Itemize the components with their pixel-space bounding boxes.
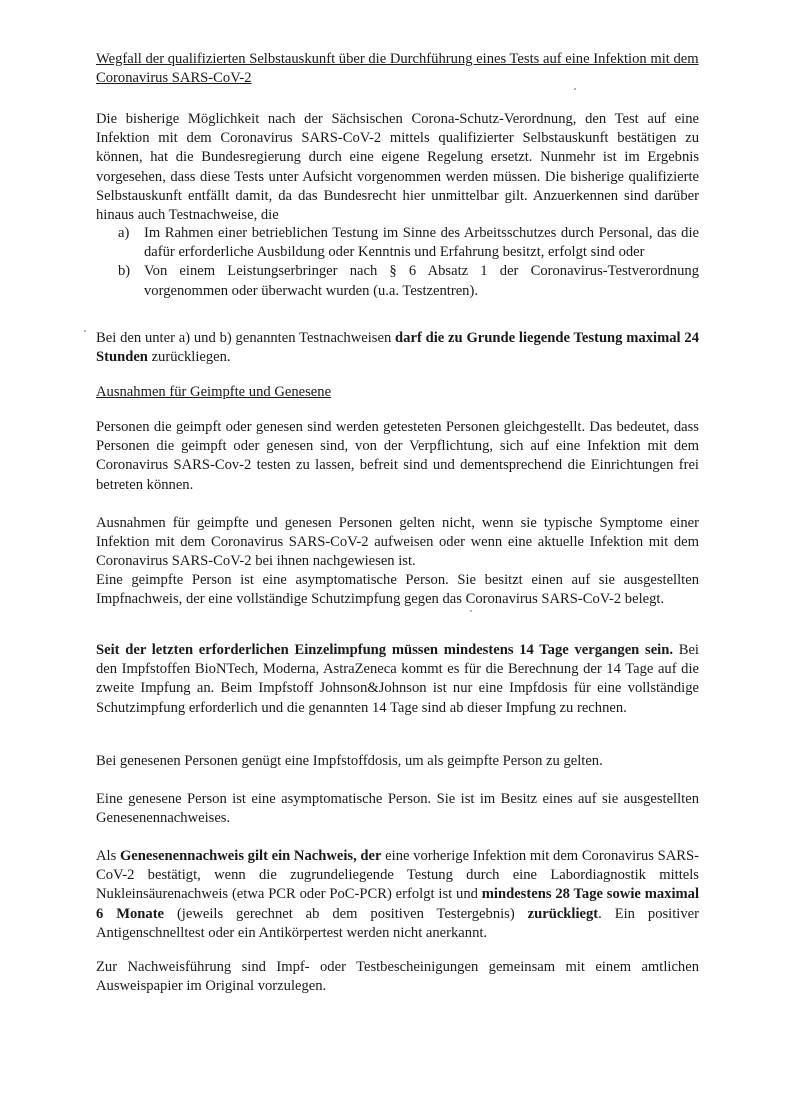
bold-run: zurückliegt bbox=[527, 905, 599, 922]
paragraph-nachweisfuehrung: Zur Nachweisführung sind Impf- oder Testbescheinigungen gemeinsam mit einem amtlichen Ausweispapier im Original vorzulegen. bbox=[96, 959, 699, 995]
paragraph-symptome: Ausnahmen für geimpfte und genesen Personen gelten nicht, wenn sie typische Symptome einer Infektion mit dem Coronavirus SARS-CoV-2 aufweisen oder wenn eine aktuelle Infektion mit dem Coronavirus SARS-CoV-2 bei ihnen nachgewiesen ist. bbox=[96, 515, 699, 570]
heading-ausnahmen: Ausnahmen für Geimpfte und Genesene bbox=[96, 384, 332, 400]
paragraph-24-stunden bbox=[96, 329, 699, 367]
text-run: Bei den unter a) und b) genannten Testnachweisen bbox=[96, 330, 396, 346]
text-run: Als bbox=[96, 848, 120, 864]
list-marker: a) bbox=[118, 225, 130, 241]
scan-speck bbox=[470, 610, 472, 612]
scan-speck bbox=[84, 330, 86, 332]
list-item bbox=[96, 262, 699, 300]
scan-speck bbox=[574, 88, 576, 90]
text-run: . Ein positiver Antigenschnelltest oder ein Antikörpertest werden nicht anerkannt. bbox=[96, 905, 699, 941]
paragraph-14-tage bbox=[96, 641, 699, 718]
testnachweis-list bbox=[96, 224, 699, 301]
text-run: eine vorherige Infektion mit dem Coronavirus SARS-CoV-2 bestätigt, wenn die zugrundeliegende Testung durch eine Labordiagnostik mittels Nukleinsäurenachweis (etwa PCR oder PoC-PCR) erfolgt ist und bbox=[96, 848, 700, 903]
paragraph-geimpfte-person: Eine geimpfte Person ist eine asymptomatische Person. Sie besitzt einen auf sie ausgestellten Impfnachweis, der eine vollständige Schutzimpfung gegen das Coronavirus SARS-CoV-2 belegt. bbox=[96, 572, 699, 608]
heading-selbstauskunft: Wegfall der qualifizierten Selbstauskunft über die Durchführung eines Tests auf eine Infektion mit dem Coronavirus SARS-CoV-2 bbox=[96, 51, 699, 87]
text-run: zurückliegen. bbox=[147, 349, 231, 366]
list-item-text: Im Rahmen einer betrieblichen Testung im Sinne des Arbeitsschutzes durch Personal, das die dafür erforderliche Ausbildung oder Kenntnis und Erfahrung besitzt, erfolgt sind oder bbox=[144, 225, 699, 261]
paragraph-genesene-impfdosis: Bei genesenen Personen genügt eine Impfstoffdosis, um als geimpfte Person zu gelten. bbox=[96, 753, 603, 769]
list-marker: b) bbox=[118, 263, 131, 280]
bold-run: mindestens 28 Tage sowie maximal 6 Monate bbox=[96, 886, 700, 922]
list-item-text: Von einem Leistungserbringer nach § 6 Absatz 1 der Coronavirus-Testverordnung vorgenommen oder überwacht wurden (u.a. Testzentren). bbox=[144, 263, 699, 299]
paragraph-selbstauskunft: Die bisherige Möglichkeit nach der Sächsischen Corona-Schutz-Verordnung, den Test auf eine Infektion mit dem Coronavirus SARS-CoV-2 mittels qualifizierter Selbstauskunft bestätigen zu können, hat die Bundesregierung durch eine eigene Regelung ersetzt. Nunmehr ist im Ergebnis vorgesehen, dass diese Tests unter Aufsicht vorgenommen werden müssen. Die bisherige qualifizierte Selbstauskunft entfällt damit, da das Bundesrecht hier unmittelbar gilt. Anzuerkennen sind darüber hinaus auch Testnachweise, die bbox=[96, 111, 699, 224]
list-item bbox=[96, 224, 699, 262]
text-run: (jeweils gerechnet ab dem positiven Testergebnis) bbox=[164, 905, 528, 922]
paragraph-gleichstellung: Personen die geimpft oder genesen sind werden getesteten Personen gleichgestellt. Das bedeutet, dass Personen die geimpft oder genesen sind, von der Verpflichtung, sich auf eine Infektion mit dem Coronavirus SARS-Cov-2 testen zu lassen, befreit sind und dementsprechend die Einrichtungen frei betreten können. bbox=[96, 419, 699, 493]
bold-run: darf die zu Grunde liegende Testung maximal 24 Stunden bbox=[96, 330, 699, 366]
bold-run: Genesenennachweis gilt ein Nachweis, der bbox=[119, 848, 382, 864]
text-run: Bei den Impfstoffen BioNTech, Moderna, AstraZeneca kommt es für die Berechnung der 14 Tage auf die zweite Impfung an. Beim Impfstoff Johnson&Johnson ist nur eine Impfdosis für eine vollständige Schutzimpfung erforderlich und die genannten 14 Tage sind ab dieser Impfung zu rechnen. bbox=[96, 642, 699, 716]
paragraph-genesenennachweis bbox=[96, 847, 699, 943]
bold-run: Seit der letzten erforderlichen Einzelimpfung müssen mindestens 14 Tage vergangen sein. bbox=[96, 642, 673, 658]
paragraph-genesene-person: Eine genesene Person ist eine asymptomatische Person. Sie ist im Besitz eines auf sie ausgestellten Genesenennachweises. bbox=[96, 791, 699, 827]
